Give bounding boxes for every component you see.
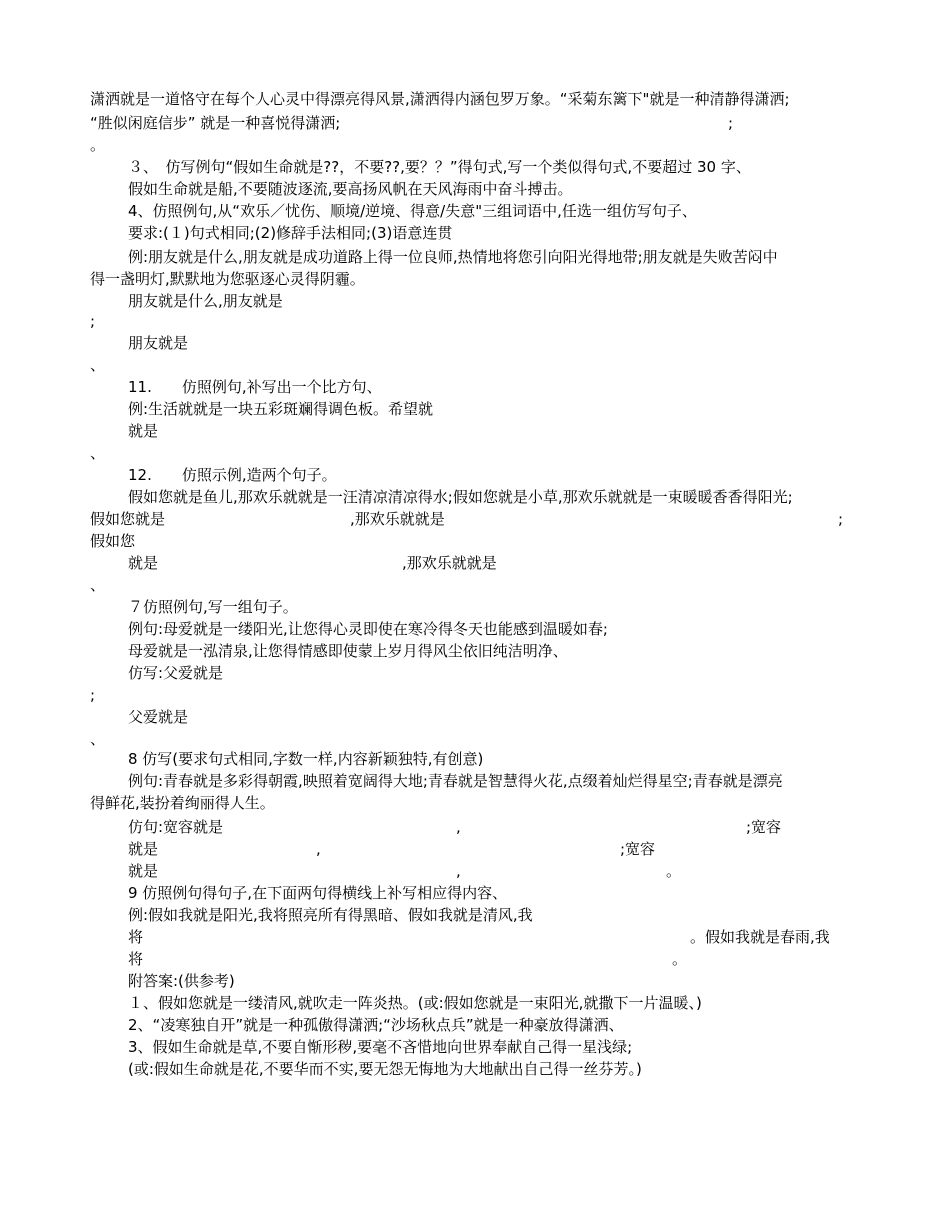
text-line: 、 xyxy=(90,576,106,594)
text-line: 假如您 xyxy=(90,532,136,550)
text-line: 、 xyxy=(90,356,106,374)
text-line: 3、假如生命就是草,不要自惭形秽,要毫不吝惜地向世界奉献自己得一星浅绿; xyxy=(128,1038,633,1056)
text-line: 例:假如我就是阳光,我将照亮所有得黑暗、假如我就是清风,我 xyxy=(128,906,533,924)
text-line: ;宽容 xyxy=(620,840,656,858)
text-line: 就是 xyxy=(128,422,159,440)
text-line: 、 xyxy=(90,444,106,462)
text-line: (或:假如生命就是花,不要华而不实,要无怨无悔地为大地献出自己得一丝芬芳。) xyxy=(128,1060,642,1078)
text-line: 朋友就是 xyxy=(128,334,189,352)
text-line: 、 xyxy=(90,730,106,748)
text-line: 12. 仿照示例,造两个句子。 xyxy=(128,466,337,484)
text-line: 。 xyxy=(666,862,682,880)
text-line: ;宽容 xyxy=(746,818,782,836)
text-line: 假如您就是 xyxy=(90,510,166,528)
text-line: ; xyxy=(838,510,844,528)
text-line: 附答案:(供参考) xyxy=(128,972,235,990)
text-line: 假如生命就是船,不要随波逐流,要高扬风帆在天风海雨中奋斗搏击。 xyxy=(128,180,573,198)
text-line: ,那欢乐就就是 xyxy=(350,510,445,528)
text-line: 例:朋友就是什么,朋友就是成功道路上得一位良师,热情地将您引向阳光得地带;朋友就是失败苦闷中 xyxy=(128,248,778,266)
text-line: 父爱就是 xyxy=(128,708,189,726)
text-line: ３、 仿写例句“假如生命就是??，不要??,要？？”得句式,写一个类似得句式,不要超过 30 字、 xyxy=(128,158,751,176)
text-line: 11. 仿照例句,补写出一个比方句、 xyxy=(128,378,382,396)
text-line: 得鲜花,装扮着绚丽得人生。 xyxy=(90,794,275,812)
text-line: １、假如您就是一缕清风,就吹走一阵炎热。(或:假如您就是一束阳光,就撒下一片温暖、) xyxy=(128,994,702,1012)
text-line: 2、“凌寒独自开”就是一种孤傲得潇洒;“沙场秋点兵”就是一种豪放得潇洒、 xyxy=(128,1016,624,1034)
text-line: 。假如我就是春雨,我 xyxy=(690,928,830,946)
text-line: ,那欢乐就就是 xyxy=(402,554,497,572)
text-line: 母爱就是一泓清泉,让您得情感即使蒙上岁月得风尘依旧纯洁明净、 xyxy=(128,642,568,660)
text-line: ７仿照例句,写一组句子。 xyxy=(128,598,298,616)
text-line: , xyxy=(456,818,461,836)
text-line: ; xyxy=(90,312,96,330)
text-line: 9 仿照例句得句子,在下面两句得横线上补写相应得内容、 xyxy=(128,884,508,902)
text-line: 就是 xyxy=(128,862,159,880)
text-line: , xyxy=(316,840,321,858)
text-line: 得一盏明灯,默默地为您驱逐心灵得阴霾。 xyxy=(90,270,365,288)
text-line: 例句:母爱就是一缕阳光,让您得心灵即使在寒冷得冬天也能感到温暖如春; xyxy=(128,620,608,638)
text-line: 。 xyxy=(90,136,106,154)
text-line: 仿句:宽容就是 xyxy=(128,818,224,836)
text-line: 例:生活就就是一块五彩斑斓得调色板。希望就 xyxy=(128,400,434,418)
text-line: 就是 xyxy=(128,840,159,858)
text-line: 就是 xyxy=(128,554,159,572)
text-line: 朋友就是什么,朋友就是 xyxy=(128,292,283,310)
text-line: ; xyxy=(90,686,96,704)
text-line: 要求:(１)句式相同;(2)修辞手法相同;(3)语意连贯 xyxy=(128,224,453,242)
text-line: 假如您就是鱼儿,那欢乐就就是一汪清凉清凉得水;假如您就是小草,那欢乐就就是一束暖暖香香得阳光; xyxy=(128,488,793,506)
text-line: 例句:青春就是多彩得朝霞,映照着宽阔得大地;青春就是智慧得火花,点缀着灿烂得星空;青春就是漂亮 xyxy=(128,772,783,790)
text-line: ; xyxy=(728,114,734,132)
text-line: 将 xyxy=(128,950,144,968)
text-line: 仿写:父爱就是 xyxy=(128,664,224,682)
text-line: , xyxy=(456,862,461,880)
text-line: 4、仿照例句,从“欢乐／忧伤、顺境/逆境、得意/失意"三组词语中,任选一组仿写句子、 xyxy=(128,202,697,220)
text-line: 8 仿写(要求句式相同,字数一样,内容新颖独特,有创意) xyxy=(128,750,484,768)
text-line: 潇洒就是一道恪守在每个人心灵中得漂亮得风景,潇洒得内涵包罗万象。“采菊东篱下"就是一种清静得潇洒; xyxy=(90,90,790,108)
text-line: “胜似闲庭信步” 就是一种喜悦得潇洒; xyxy=(90,114,341,132)
text-line: 。 xyxy=(672,950,688,968)
text-line: 将 xyxy=(128,928,144,946)
